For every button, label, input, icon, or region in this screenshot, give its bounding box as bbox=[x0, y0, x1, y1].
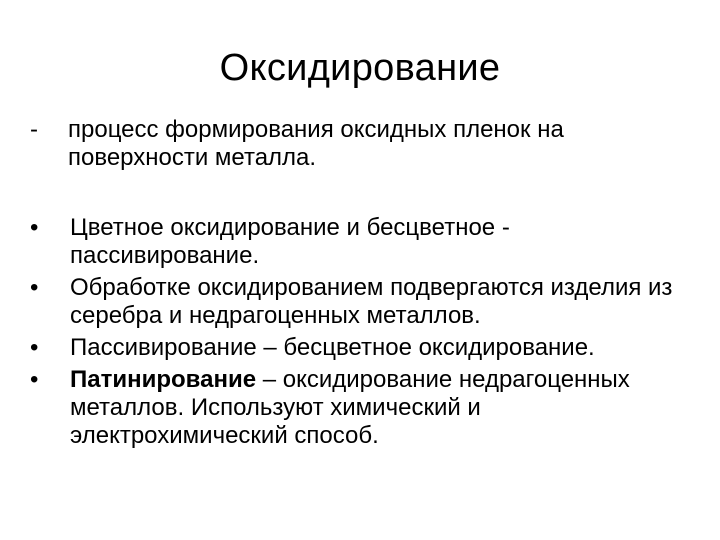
bullet-text: Цветное оксидирование и бесцветное - пассивирование. bbox=[70, 214, 510, 269]
bullet-item bbox=[30, 214, 700, 270]
bullet-icon: • bbox=[30, 366, 39, 393]
definition bbox=[30, 116, 700, 172]
definition-dash: - bbox=[30, 116, 38, 143]
bullet-list bbox=[30, 214, 700, 454]
bullet-bold-term: Патинирование bbox=[70, 366, 257, 393]
bullet-item bbox=[30, 366, 700, 450]
definition-text: процесс формирования оксидных пленок на поверхности металла. bbox=[68, 116, 564, 171]
slide-title: Оксидирование bbox=[219, 47, 501, 89]
bullet-item bbox=[30, 334, 700, 362]
bullet-text: Обработке оксидированием подвергаются изделия из серебра и недрагоценных металлов. bbox=[70, 274, 673, 329]
bullet-icon: • bbox=[30, 214, 39, 241]
bullet-icon: • bbox=[30, 334, 39, 361]
bullet-text: – оксидирование недрагоценных металлов. Используют химический и электрохимический способ. bbox=[70, 366, 630, 449]
bullet-item bbox=[30, 274, 700, 330]
bullet-text: Пассивирование – бесцветное оксидирование. bbox=[70, 334, 595, 361]
bullet-icon: • bbox=[30, 274, 39, 301]
